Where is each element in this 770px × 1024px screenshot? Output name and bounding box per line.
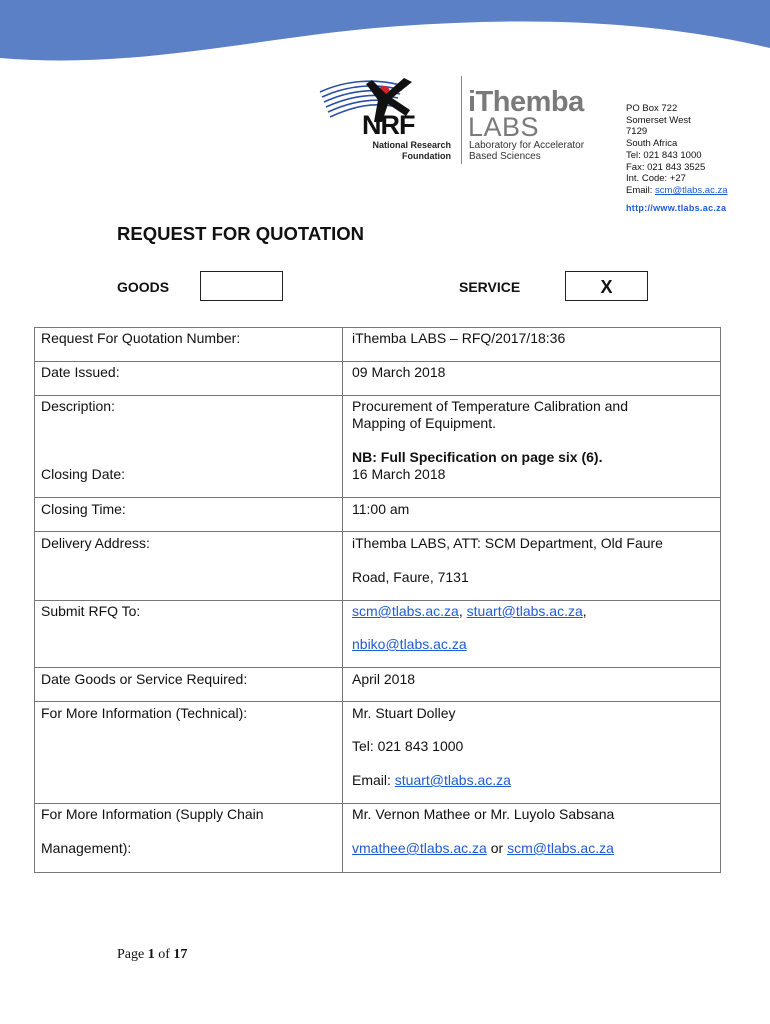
date-required-label: Date Goods or Service Required: [41,671,248,687]
submit-email-link[interactable]: nbiko@tlabs.ac.za [352,636,467,652]
table-row-divider [34,531,720,532]
page-current: 1 [147,947,155,962]
table-row-divider [34,497,720,498]
scm-info-label: For More Information (Supply Chain [41,806,264,822]
scm-email-link[interactable]: scm@tlabs.ac.za [507,840,614,856]
scm-info-label-2: Management): [41,840,132,856]
ithemba-logo-text: iThemba [468,86,584,118]
separator: or [486,840,508,856]
address-email-link[interactable]: scm@tlabs.ac.za [655,184,728,196]
website-link[interactable]: http://www.tlabs.ac.za [626,203,727,213]
table-row-divider [34,667,720,668]
address-line: South Africa [626,138,678,150]
page-footer [117,947,187,963]
email-label: Email: [626,184,656,196]
address-intcode: Int. Code: +27 [626,173,686,185]
date-required-value: April 2018 [352,671,416,687]
nrf-logo-text: NRF [362,110,415,140]
submit-email-link[interactable]: scm@tlabs.ac.za [352,603,459,619]
labs-logo-text: LABS [468,112,540,142]
description-nb: NB: Full Specification on page six (6). [352,449,603,465]
logo-divider [461,76,462,164]
delivery-address-line: Road, Faure, 7131 [352,569,469,585]
address-fax: Fax: 021 843 3525 [626,161,706,173]
address-email-row [626,185,728,197]
service-label: SERVICE [459,279,521,295]
nrf-sub-line: Foundation [402,151,451,161]
table-row-divider [34,361,720,362]
scm-contact-names: Mr. Vernon Mathee or Mr. Luyolo Sabsana [352,806,615,822]
address-line: PO Box 722 [626,103,678,114]
nrf-sub-line: National Research [372,140,451,150]
goods-label: GOODS [117,279,170,295]
scm-email-link[interactable]: vmathee@tlabs.ac.za [352,840,487,856]
goods-checkbox[interactable] [200,271,283,301]
table-row-divider [34,327,720,328]
description-line: Mapping of Equipment. [352,415,496,431]
page-title: REQUEST FOR QUOTATION [117,223,365,244]
closing-time-label: Closing Time: [41,501,126,517]
email-label: Email: [352,772,395,788]
delivery-address-line: iThemba LABS, ATT: SCM Department, Old Faure [352,535,663,551]
page-of: of [154,947,174,962]
ithemba-sub-line: Laboratory for Accelerator [469,140,585,151]
table-row-divider [34,600,720,601]
table-row-divider [34,701,720,702]
nrf-ithemba-logo [316,70,616,165]
page-label: Page [117,947,148,962]
submit-rfq-emails-2 [352,636,467,652]
closing-date-label: Closing Date: [41,466,126,482]
separator: , [582,603,587,619]
address-tel: Tel: 021 843 1000 [626,149,702,161]
ithemba-logo-subtitle [469,140,584,162]
closing-date-value: 16 March 2018 [352,466,446,482]
separator: , [458,603,467,619]
submit-email-link[interactable]: stuart@tlabs.ac.za [466,603,583,619]
tech-contact-tel: Tel: 021 843 1000 [352,738,464,754]
scm-contact-emails [352,840,614,856]
description-line: Procurement of Temperature Calibration and [352,398,629,414]
date-issued-label: Date Issued: [41,364,120,380]
ithemba-sub-line: Based Sciences [469,151,541,162]
tech-info-label: For More Information (Technical): [41,705,248,721]
address-line: 7129 [626,126,648,138]
page-total: 17 [173,947,188,962]
description-label: Description: [41,398,115,414]
tech-contact-email [352,772,511,788]
rfq-number-label: Request For Quotation Number: [41,330,241,346]
date-issued-value: 09 March 2018 [352,364,446,380]
nrf-logo-subtitle [359,140,451,162]
submit-rfq-label: Submit RFQ To: [41,603,141,619]
rfq-number-value: iThemba LABS – RFQ/2017/18:36 [352,330,566,346]
table-row-divider [34,803,720,804]
address-block [626,103,728,197]
closing-time-value: 11:00 am [352,501,410,517]
delivery-address-label: Delivery Address: [41,535,150,551]
tech-contact-name: Mr. Stuart Dolley [352,705,456,721]
table-row-divider [34,395,720,396]
address-line: Somerset West [626,114,691,126]
service-checkbox[interactable]: X [565,271,648,301]
submit-rfq-emails [352,603,587,619]
table-border-right [720,327,721,873]
tech-email-link[interactable]: stuart@tlabs.ac.za [394,772,511,788]
table-border-bottom [34,872,721,873]
